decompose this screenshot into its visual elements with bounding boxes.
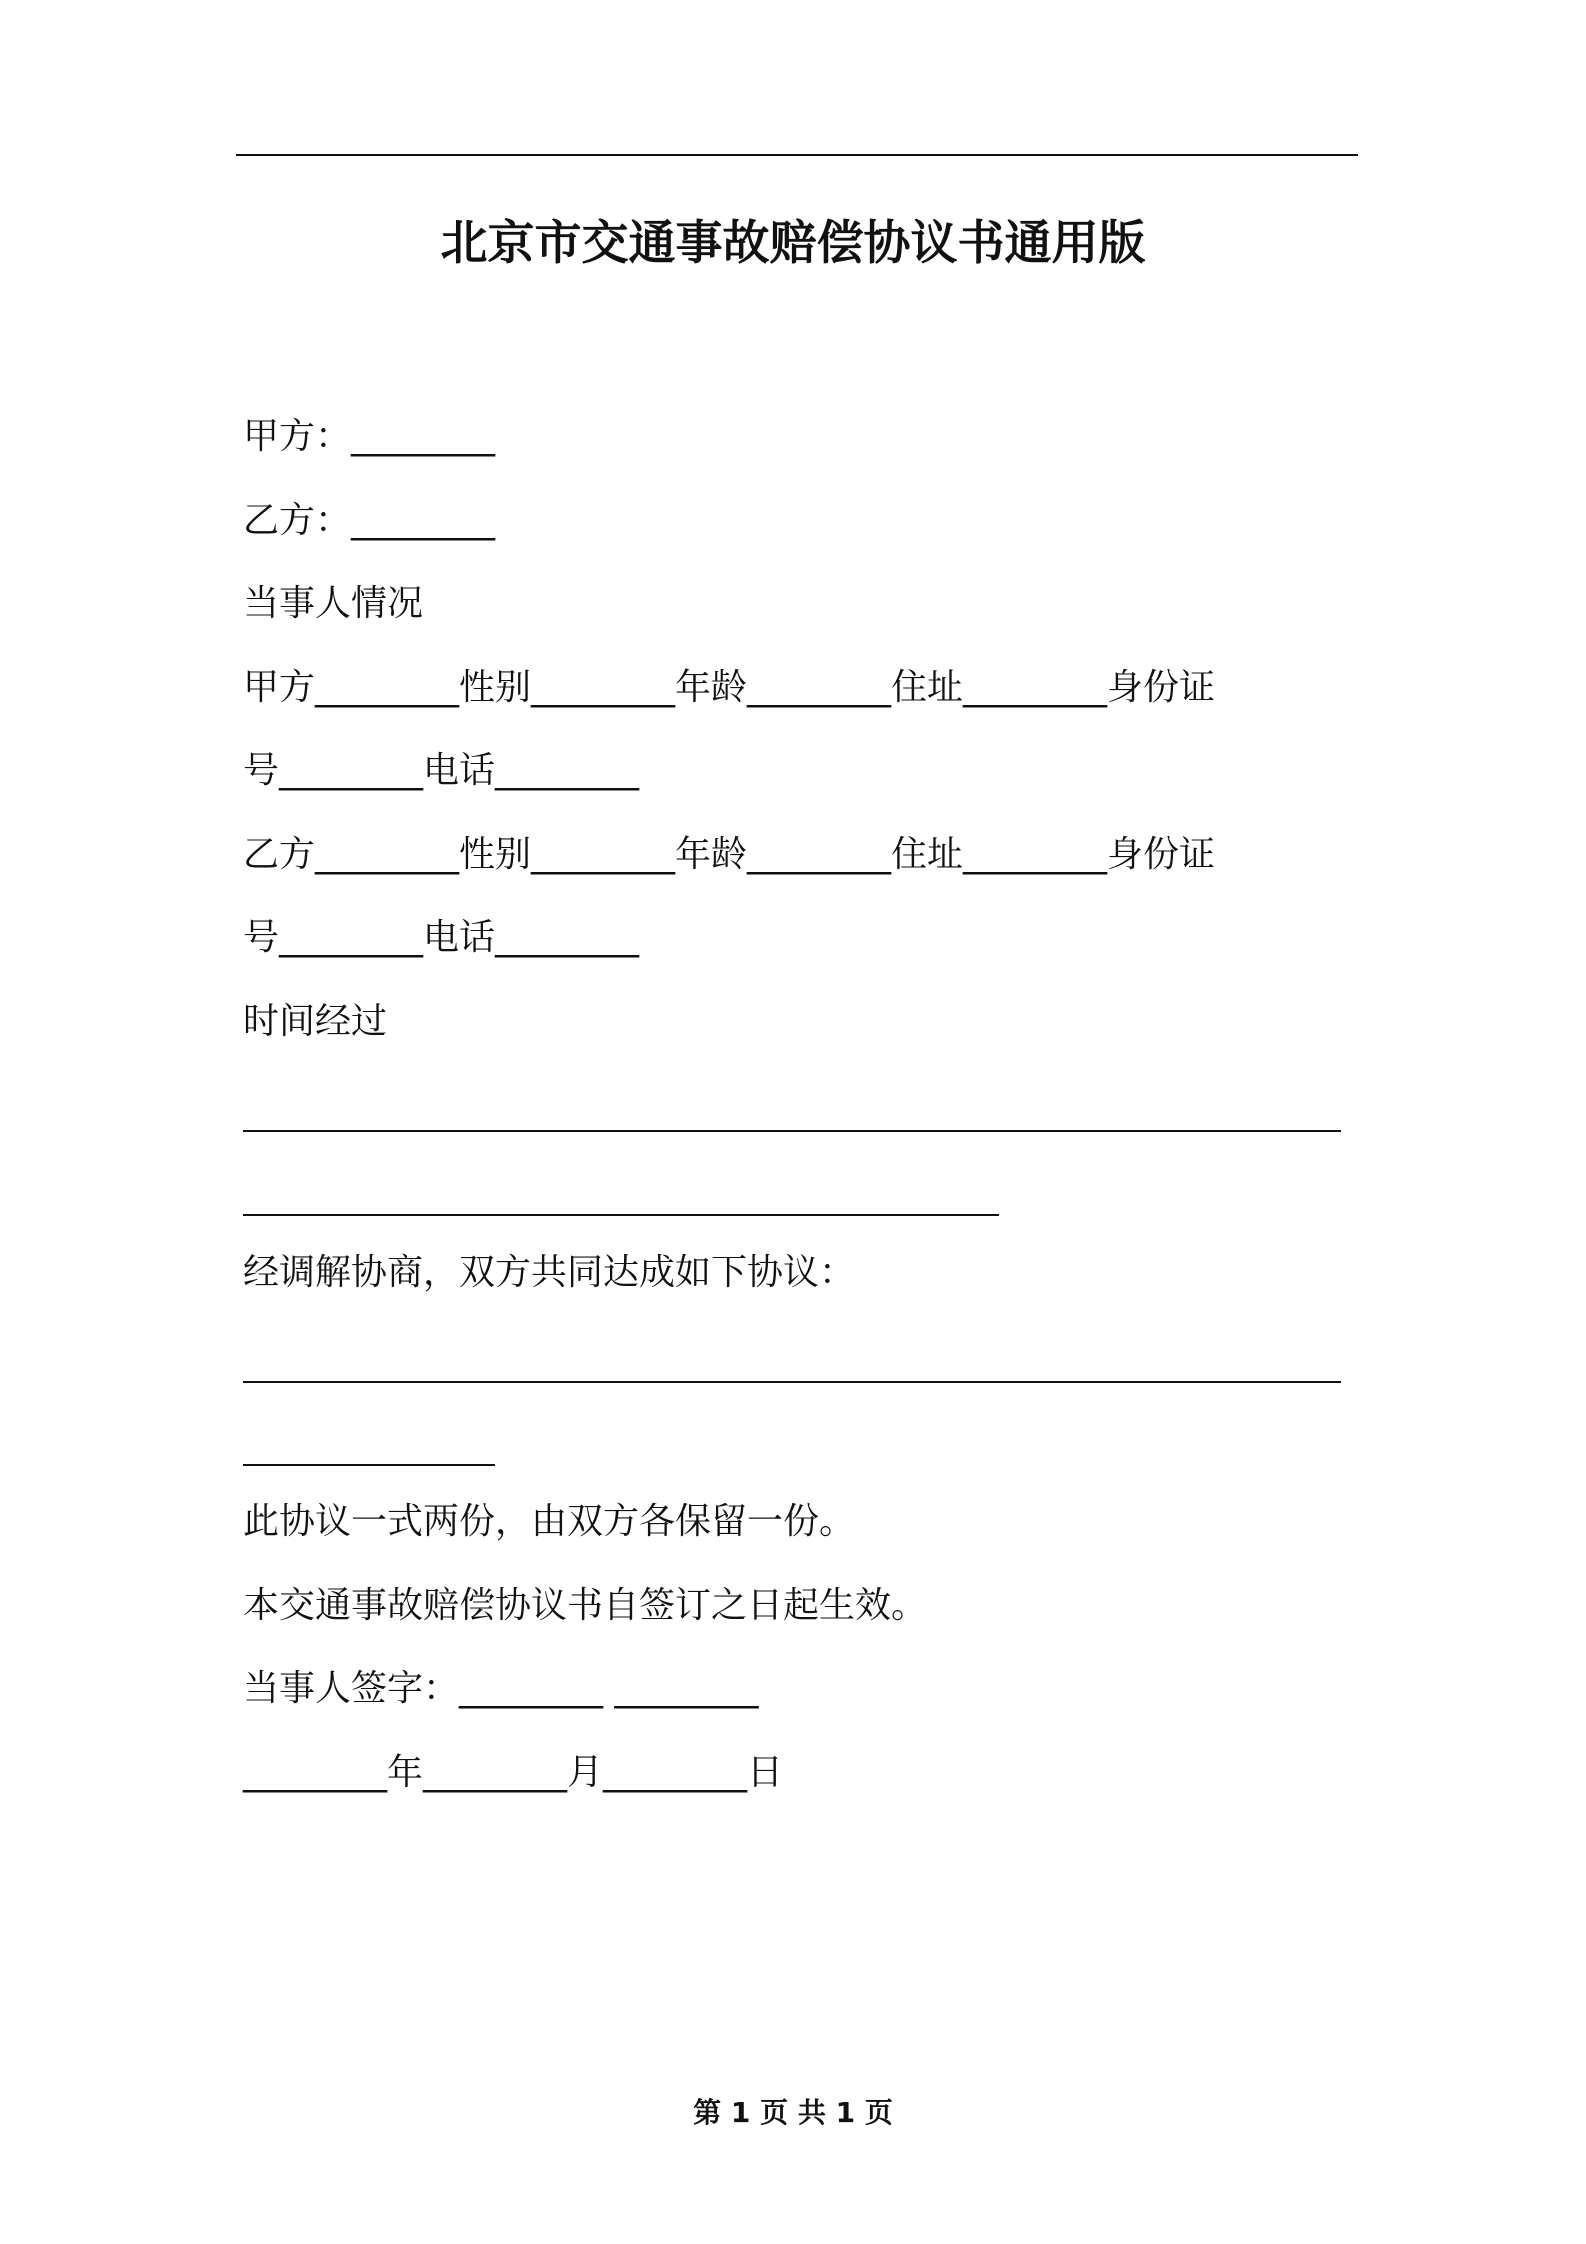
parties-heading: 当事人情况 xyxy=(243,583,424,624)
party-a-info-line-1: 甲方________性别________年龄________住址________身份证 xyxy=(243,667,1216,708)
header-rule xyxy=(236,154,1358,156)
party-b-info-line-2: 号________电话________ xyxy=(243,917,640,958)
party-b-info-line-1: 乙方________性别________年龄________住址________身份证 xyxy=(243,834,1216,875)
date-line: ________年________月________日 xyxy=(243,1752,783,1793)
party-a-info-line-2: 号________电话________ xyxy=(243,750,640,791)
events-blank-line-1 xyxy=(243,1130,1341,1132)
agreement-blank-line-2 xyxy=(243,1464,495,1466)
effective-text: 本交通事故赔偿协议书自签订之日起生效。 xyxy=(243,1585,928,1626)
page-indicator: 第 1 页 共 1 页 xyxy=(693,2096,893,2129)
document-title: 北京市交通事故赔偿协议书通用版 xyxy=(440,216,1146,271)
party-a-line: 甲方：________ xyxy=(243,416,496,457)
events-blank-line-2 xyxy=(243,1214,999,1216)
party-b-line: 乙方：________ xyxy=(243,500,496,541)
agreement-blank-line-1 xyxy=(243,1381,1341,1383)
copies-text: 此协议一式两份，由双方各保留一份。 xyxy=(243,1501,856,1542)
signature-line: 当事人签字：________ ________ xyxy=(243,1668,759,1709)
mediation-text: 经调解协商，双方共同达成如下协议： xyxy=(243,1252,856,1293)
events-heading: 时间经过 xyxy=(243,1001,388,1042)
